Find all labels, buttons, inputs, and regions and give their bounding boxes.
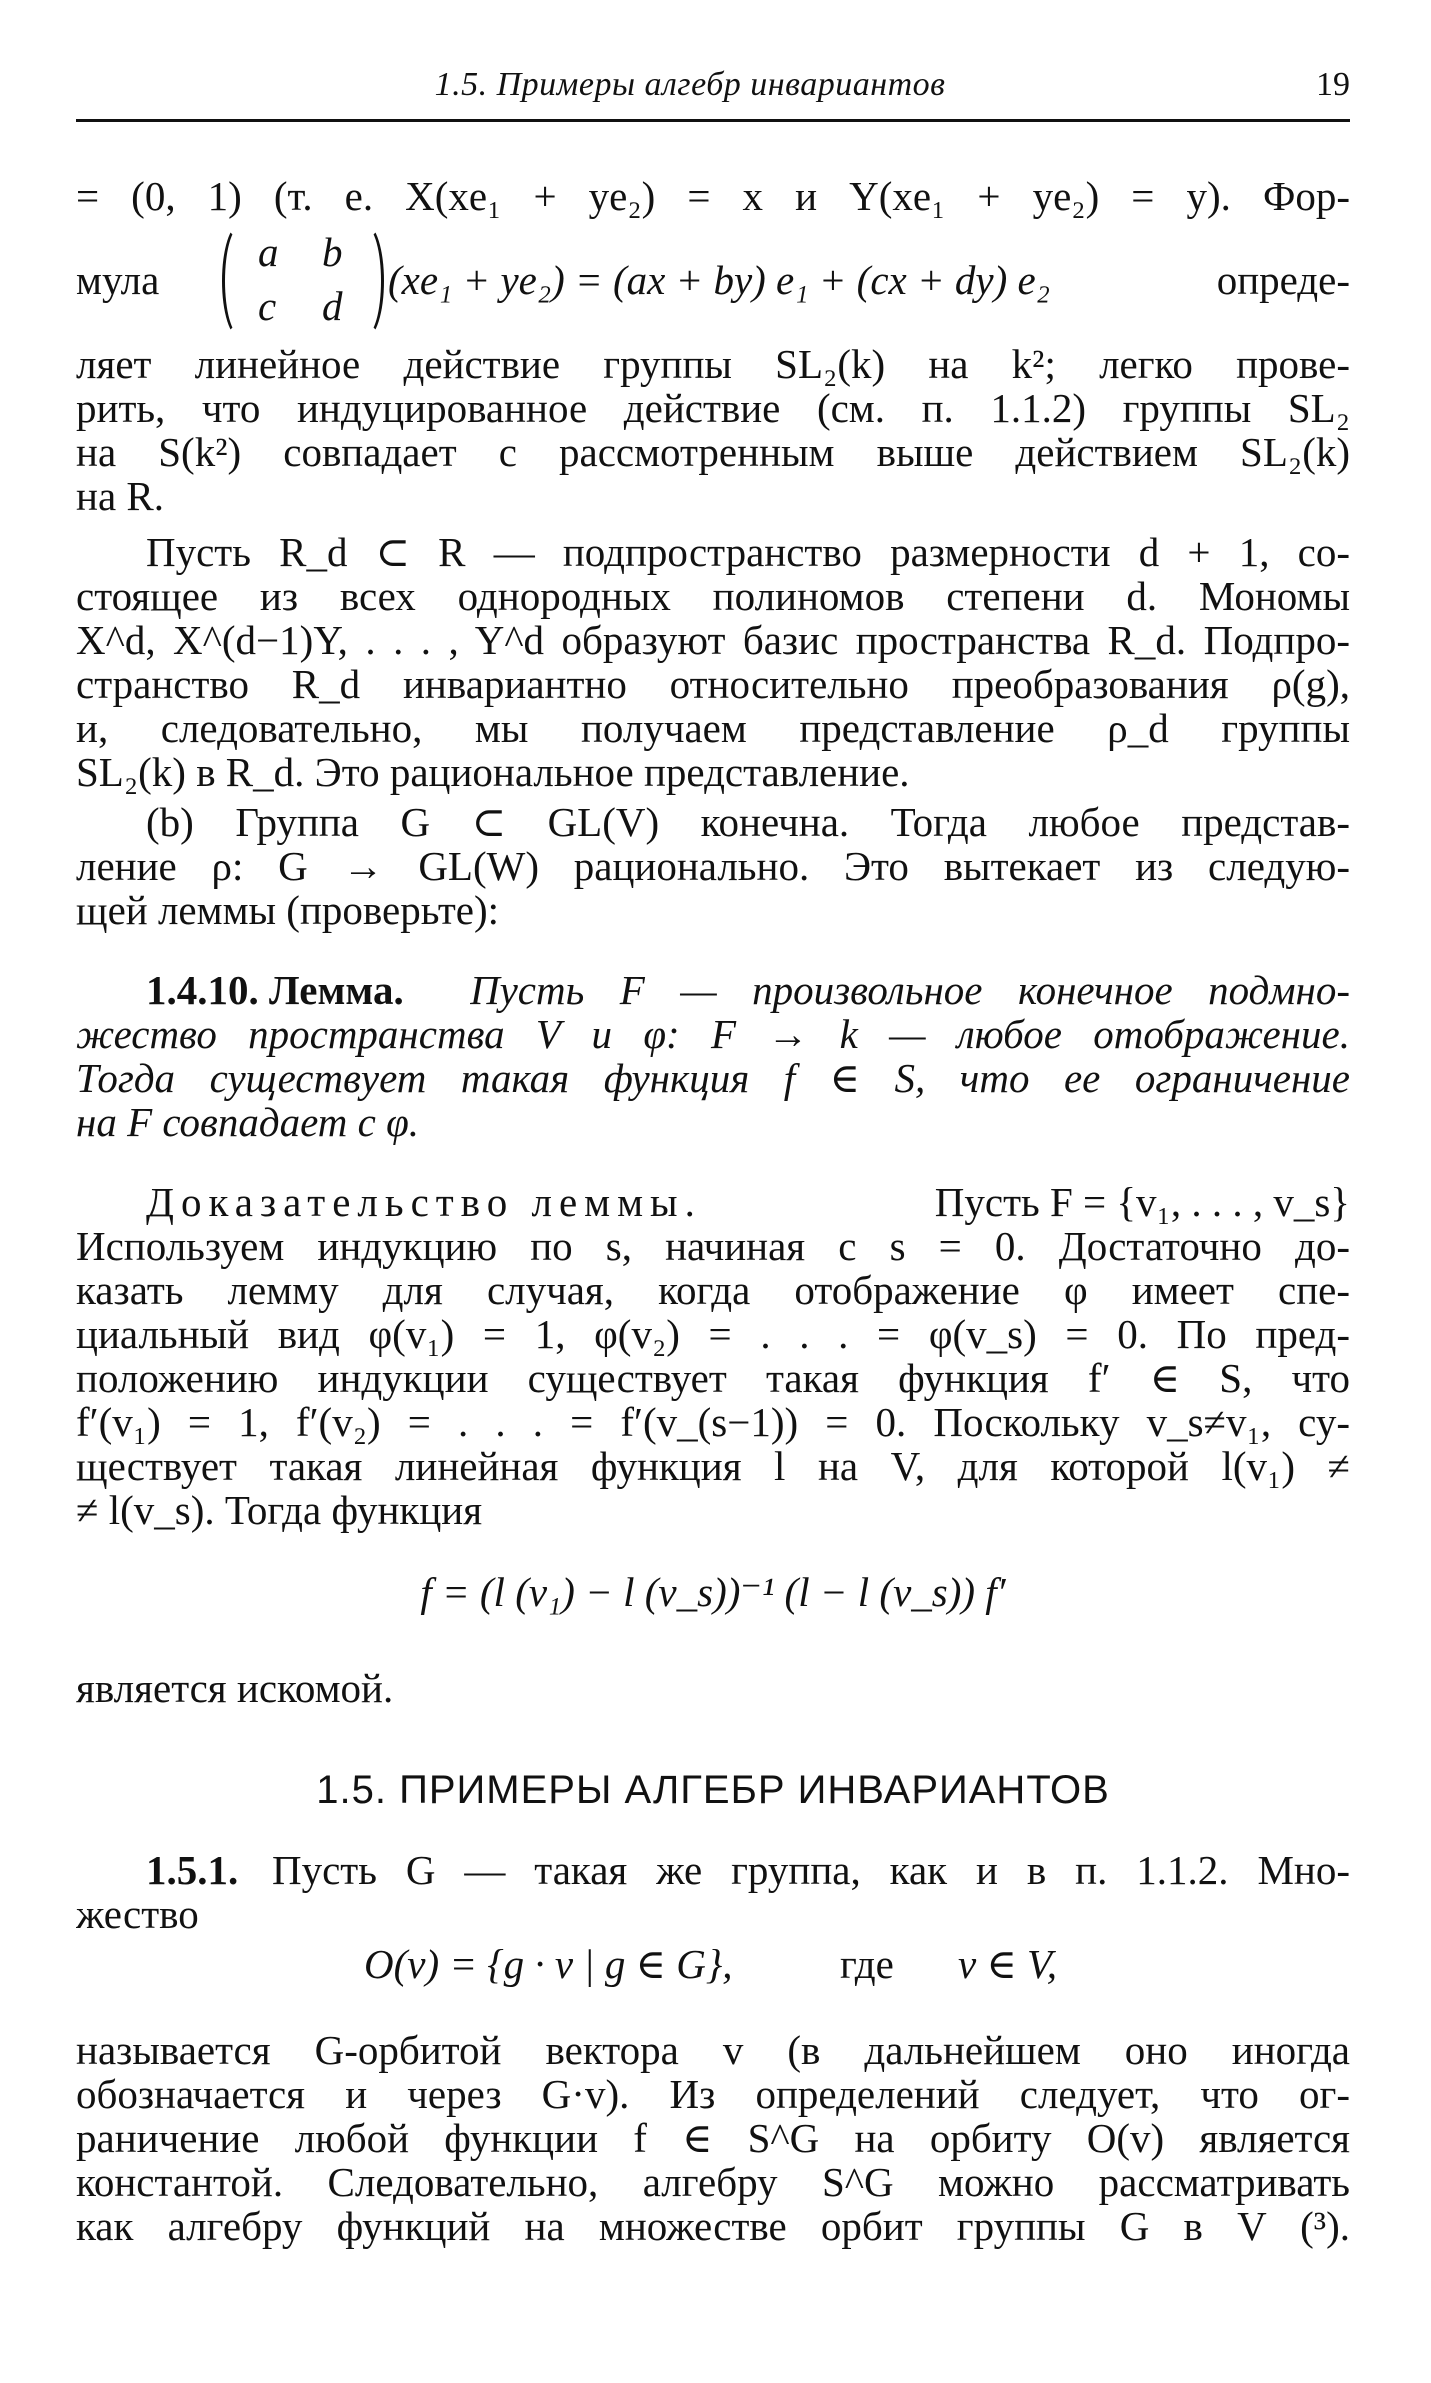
text-line: странство R_d инвариантно относительно преобразования ρ(g), bbox=[76, 661, 1350, 707]
section-text: называется G-орбитой вектора v (в дальнейшем оно иногда bbox=[76, 2027, 1350, 2073]
text-line: на S(k²) совпадает с рассмотренным выше действием SL₂(k) bbox=[76, 429, 1350, 475]
proof-text: Используем индукцию по s, начиная с s = 0. Достаточно до- bbox=[76, 1223, 1350, 1269]
lemma-text: жество пространства V и φ: F → k — любое отображение. bbox=[76, 1011, 1350, 1057]
header-rule bbox=[76, 119, 1350, 122]
text-line: Пусть R_d ⊂ R — подпространство размерности d + 1, со- bbox=[146, 529, 1350, 575]
section-text: как алгебру функций на множестве орбит группы G в V (³). bbox=[76, 2203, 1350, 2249]
orbit-formula-where: где bbox=[840, 1941, 894, 1987]
text-line: опреде- bbox=[1216, 257, 1350, 303]
text-line: ляет линейное действие группы SL₂(k) на k²; легко прове- bbox=[76, 341, 1350, 387]
section-text: константой. Следовательно, алгебру S^G можно рассматривать bbox=[76, 2159, 1350, 2205]
right-paren bbox=[348, 224, 384, 338]
proof-text: положению индукции существует такая функция f′ ∈ S, что bbox=[76, 1355, 1350, 1401]
proof-text: циальный вид φ(v₁) = 1, φ(v₂) = . . . = φ(v_s) = 0. По пред- bbox=[76, 1311, 1350, 1357]
running-header-title: 1.5. Примеры алгебр инвариантов bbox=[434, 66, 946, 103]
matrix-entry: d bbox=[322, 283, 343, 329]
matrix-entry: b bbox=[322, 229, 343, 275]
subsection-label: 1.5.1. bbox=[146, 1847, 239, 1893]
orbit-formula: O(v) = {g · v | g ∈ G}, bbox=[364, 1941, 733, 1987]
proof-text: f′(v₁) = 1, f′(v₂) = . . . = f′(v_(s−1)) = 0. Поскольку v_s≠v₁, су- bbox=[76, 1399, 1350, 1445]
left-paren bbox=[222, 224, 258, 338]
text-line: X^d, X^(d−1)Y, . . . , Y^d образуют базис пространства R_d. Подпро- bbox=[76, 617, 1350, 663]
proof-label: Доказательство леммы. bbox=[146, 1179, 702, 1225]
proof-formula: f = (l (v₁) − l (v_s))⁻¹ (l − l (v_s)) f′ bbox=[420, 1569, 1006, 1615]
text-line: SL₂(k) в R_d. Это рациональное представление. bbox=[76, 749, 910, 795]
matrix bbox=[222, 224, 382, 332]
text-line: ление ρ: G → GL(W) рационально. Это вытекает из следую- bbox=[76, 843, 1350, 889]
text-line: (b) Группа G ⊂ GL(V) конечна. Тогда любое представ- bbox=[146, 799, 1350, 845]
text-line: мула bbox=[76, 257, 160, 303]
text-line: щей леммы (проверьте): bbox=[76, 887, 500, 933]
text-line: стоящее из всех однородных полиномов степени d. Мономы bbox=[76, 573, 1350, 619]
proof-conclusion: является искомой. bbox=[76, 1665, 394, 1711]
lemma-text: Тогда существует такая функция f ∈ S, что ее ограничение bbox=[76, 1055, 1350, 1101]
section-text: раничение любой функции f ∈ S^G на орбиту O(v) является bbox=[76, 2115, 1350, 2161]
proof-text: Пусть F = {v₁, . . . , v_s} bbox=[934, 1179, 1350, 1225]
section-title: 1.5. ПРИМЕРЫ АЛГЕБР ИНВАРИАНТОВ bbox=[316, 1768, 1110, 1812]
matrix-entry: c bbox=[258, 283, 277, 329]
lemma-text: на F совпадает с φ. bbox=[76, 1099, 419, 1145]
orbit-formula-cond: v ∈ V, bbox=[958, 1941, 1058, 1987]
lemma-label: 1.4.10. Лемма. bbox=[146, 967, 404, 1013]
text-line: и, следовательно, мы получаем представление ρ_d группы bbox=[76, 705, 1350, 751]
section-text: Пусть G — такая же группа, как и в п. 1.1.2. Мно- bbox=[272, 1847, 1350, 1893]
proof-text: ществует такая линейная функция l на V, для которой l(v₁) ≠ bbox=[76, 1443, 1350, 1489]
text-line: рить, что индуцированное действие (см. п. 1.1.2) группы SL₂ bbox=[76, 385, 1350, 431]
formula: (xe₁ + ye₂) = (ax + by) e₁ + (cx + dy) e₂ bbox=[388, 257, 1050, 303]
lemma-text: Пусть F — произвольное конечное подмно- bbox=[470, 967, 1350, 1013]
proof-text: казать лемму для случая, когда отображение φ имеет спе- bbox=[76, 1267, 1350, 1313]
section-text: обозначается и через G·v). Из определений следует, что ог- bbox=[76, 2071, 1350, 2117]
text-line: = (0, 1) (т. е. X(xe₁ + ye₂) = x и Y(xe₁ + ye₂) = y). Фор- bbox=[76, 173, 1350, 219]
text-line: на R. bbox=[76, 473, 164, 519]
section-text: жество bbox=[76, 1891, 199, 1937]
matrix-entry: a bbox=[258, 229, 279, 275]
page-number: 19 bbox=[1316, 66, 1350, 103]
proof-text: ≠ l(v_s). Тогда функция bbox=[76, 1487, 483, 1533]
